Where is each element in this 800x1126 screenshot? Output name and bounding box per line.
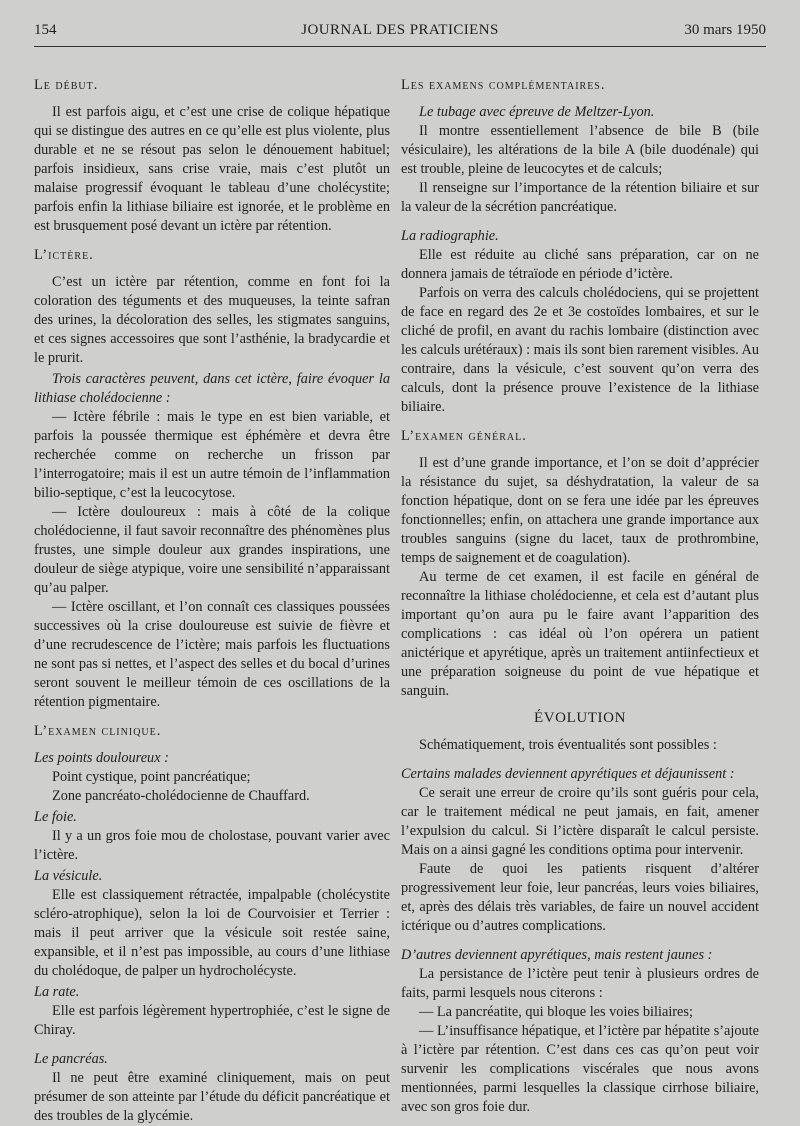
subheading-vesicule: La vésicule. xyxy=(34,868,103,884)
paragraph-rate: Elle est parfois légèrement hypertrophiée, c’est le signe de Chiray. xyxy=(34,1003,390,1038)
paragraph-point-cystique: Point cystique, point pancréatique; xyxy=(52,769,251,785)
paragraph-autres-1: La persistance de l’ictère peut tenir à plusieurs ordres de faits, parmi lesquels nous citerons : xyxy=(401,966,759,1001)
paragraph-ictere-febrile: — Ictère fébrile : mais le type en est bien variable, et parfois la poussée thermique est éphémère et devra être recherchée comme on recherche un frisson par l’interrogatoire; mais il est un autre témoin de l’inflammation bilio-septique, c’est la leucocytose. xyxy=(34,409,390,501)
page-header xyxy=(34,22,766,44)
subheading-foie: Le foie. xyxy=(34,809,77,825)
paragraph-tubage-2: Il renseigne sur l’importance de la rétention biliaire et sur la valeur de la sécrétion pancréatique. xyxy=(401,180,759,215)
paragraph-examen-general-2: Au terme de cet examen, il est facile en général de reconnaître la lithiase cholédocienne, et cela est d’autant plus important qu’on aura pu le faire avant l’apparition des complications : cas idéal où l’on opérera un patient anictérique et apyrétique, après un traitement antiinfectieux et une préparation soigneuse du point de vue hépatique et sanguin. xyxy=(401,569,759,699)
right-column xyxy=(401,70,759,1117)
paragraph-trois-caracteres: Trois caractères peuvent, dans cet ictère, faire évoquer la lithiase cholédocienne : xyxy=(34,371,390,406)
journal-title: JOURNAL DES PRATICIENS xyxy=(301,22,499,38)
page-number: 154 xyxy=(34,22,57,38)
section-title-examen-clinique: L’examen clinique. xyxy=(34,723,162,739)
subheading-certains-malades: Certains malades deviennent apyrétiques et déjaunissent : xyxy=(401,766,735,782)
paragraph-ictere: C’est un ictère par rétention, comme en font foi la coloration des téguments et des muqueuses, la teinte safran des urines, la décoloration des selles, les stigmates sanguins, et ces signes accessoires que sont l’asthénie, la bradycardie et le prurit. xyxy=(34,274,390,366)
left-column xyxy=(34,70,390,1126)
section-title-debut: Le début. xyxy=(34,77,99,93)
paragraph-vesicule: Elle est classiquement rétractée, impalpable (cholécystite scléro-atrophique), selon la loi de Courvoisier et Terrier : mais il peut arriver que la vésicule soit restée saine, expansible, et il n’est pas impossible, au cours d’une lithiase du cholédoque, de palper un hydrocholécyste. xyxy=(34,887,390,979)
paragraph-radiographie-1: Elle est réduite au cliché sans préparation, car on ne donnera jamais de tétraïode en période d’ictère. xyxy=(401,247,759,282)
paragraph-autres-2: — La pancréatite, qui bloque les voies biliaires; xyxy=(419,1004,693,1020)
section-title-ictere: L’ictère. xyxy=(34,247,94,263)
paragraph-certains-2: Faute de quoi les patients risquent d’altérer progressivement leur foie, leur pancréas, leurs voies biliaires, et, après des délais très variables, de faire un nouvel accident ictérique ou d’autres complications. xyxy=(401,861,759,934)
paragraph-ictere-oscillant: — Ictère oscillant, et l’on connaît ces classiques poussées successives où la crise douloureuse est suivie de fièvre et d’une recrudescence de l’ictère; mais parfois les fluctuations ne sont pas si nettes, et l’aspect des selles et du bocal d’urines seront souvent le meilleur témoin de ces oscillations de la rétention pigmentaire. xyxy=(34,599,390,710)
paragraph-zone-pancreato: Zone pancréato-cholédocienne de Chauffard. xyxy=(52,788,310,804)
section-title-evolution: ÉVOLUTION xyxy=(533,710,627,726)
paragraph-foie: Il y a un gros foie mou de cholostase, pouvant varier avec l’ictère. xyxy=(34,828,390,863)
subheading-points-douloureux: Les points douloureux : xyxy=(34,750,169,766)
subheading-autres-malades: D’autres deviennent apyrétiques, mais restent jaunes : xyxy=(401,947,713,963)
header-rule xyxy=(34,46,766,47)
subheading-pancreas: Le pancréas. xyxy=(34,1051,108,1067)
paragraph-radiographie-2: Parfois on verra des calculs cholédociens, qui se projettent de face en regard des 2e et 3e costoïdes lombaires, et sur le cliché de profil, en avant du rachis lombaire (distinction avec les calculs urétéraux) : mais ils sont bien rarement visibles. Au contraire, dans la vésicule, c’est souvent qu’on verra des calculs, dont la présence prouve l’existence de la lithiase biliaire. xyxy=(401,285,759,415)
subheading-tubage: Le tubage avec épreuve de Meltzer-Lyon. xyxy=(419,104,655,120)
paragraph-ictere-douloureux: — Ictère douloureux : mais à côté de la colique cholédocienne, il faut savoir reconnaître des phénomènes plus frustes, une simple douleur aux grandes inspirations, une douleur de siège atypique, voire une sensibilité n’apparaissant qu’au palper. xyxy=(34,504,390,596)
paragraph-evolution-intro: Schématiquement, trois éventualités sont possibles : xyxy=(419,737,717,753)
paragraph-autres-3: — L’insuffisance hépatique, et l’ictère par hépatite s’ajoute à l’ictère par rétention. C’est dans ces cas qu’on peut voir survenir les complications viscérales que nous avons mentionnées, parmi lesquelles la classique cirrhose biliaire, avec son gros foie dur. xyxy=(401,1023,759,1115)
subheading-radiographie: La radiographie. xyxy=(401,228,499,244)
issue-date: 30 mars 1950 xyxy=(684,22,766,38)
paragraph-certains-1: Ce serait une erreur de croire qu’ils sont guéris pour cela, car le traitement médical ne peut jamais, en fait, amener l’expulsion du calcul. Si l’ictère disparaît le calcul persiste. Mais on a ainsi gagné les conditions optima pour intervenir. xyxy=(401,785,759,858)
paragraph-tubage-1: Il montre essentiellement l’absence de bile B (bile vésiculaire), les altérations de la bile A (bile duodénale) qui est trouble, pleine de leucocytes et de calculs; xyxy=(401,123,759,177)
section-title-examen-general: L’examen général. xyxy=(401,428,527,444)
paragraph-pancreas: Il ne peut être examiné cliniquement, mais on peut présumer de son atteinte par l’étude du déficit pancréatique et des troubles de la glycémie. xyxy=(34,1070,390,1124)
paragraph-examen-general-1: Il est d’une grande importance, et l’on se doit d’apprécier la résistance du sujet, sa déshydratation, la valeur de sa fonction hépatique, dont on se fera une idée par les épreuves fonctionnelles; enfin, on attachera une grande importance aux troubles sanguins (signe du lacet, taux de prothrombine, temps de saignement et de coagulation). xyxy=(401,455,759,566)
subheading-rate: La rate. xyxy=(34,984,80,1000)
section-title-examens-complementaires: Les examens complémentaires. xyxy=(401,77,606,93)
paragraph-debut: Il est parfois aigu, et c’est une crise de colique hépatique qui se distingue des autres en ce qu’elle est plus violente, plus durable et ne se résout pas selon le dénouement habituel; parfois insidieux, sans crise vraie, mais c’est plutôt un malaise progressif évoquant le tableau d’une cholécystite; parfois enfin la lithiase biliaire est ignorée, et le problème en est brusquement posé devant un ictère par rétention. xyxy=(34,104,390,234)
